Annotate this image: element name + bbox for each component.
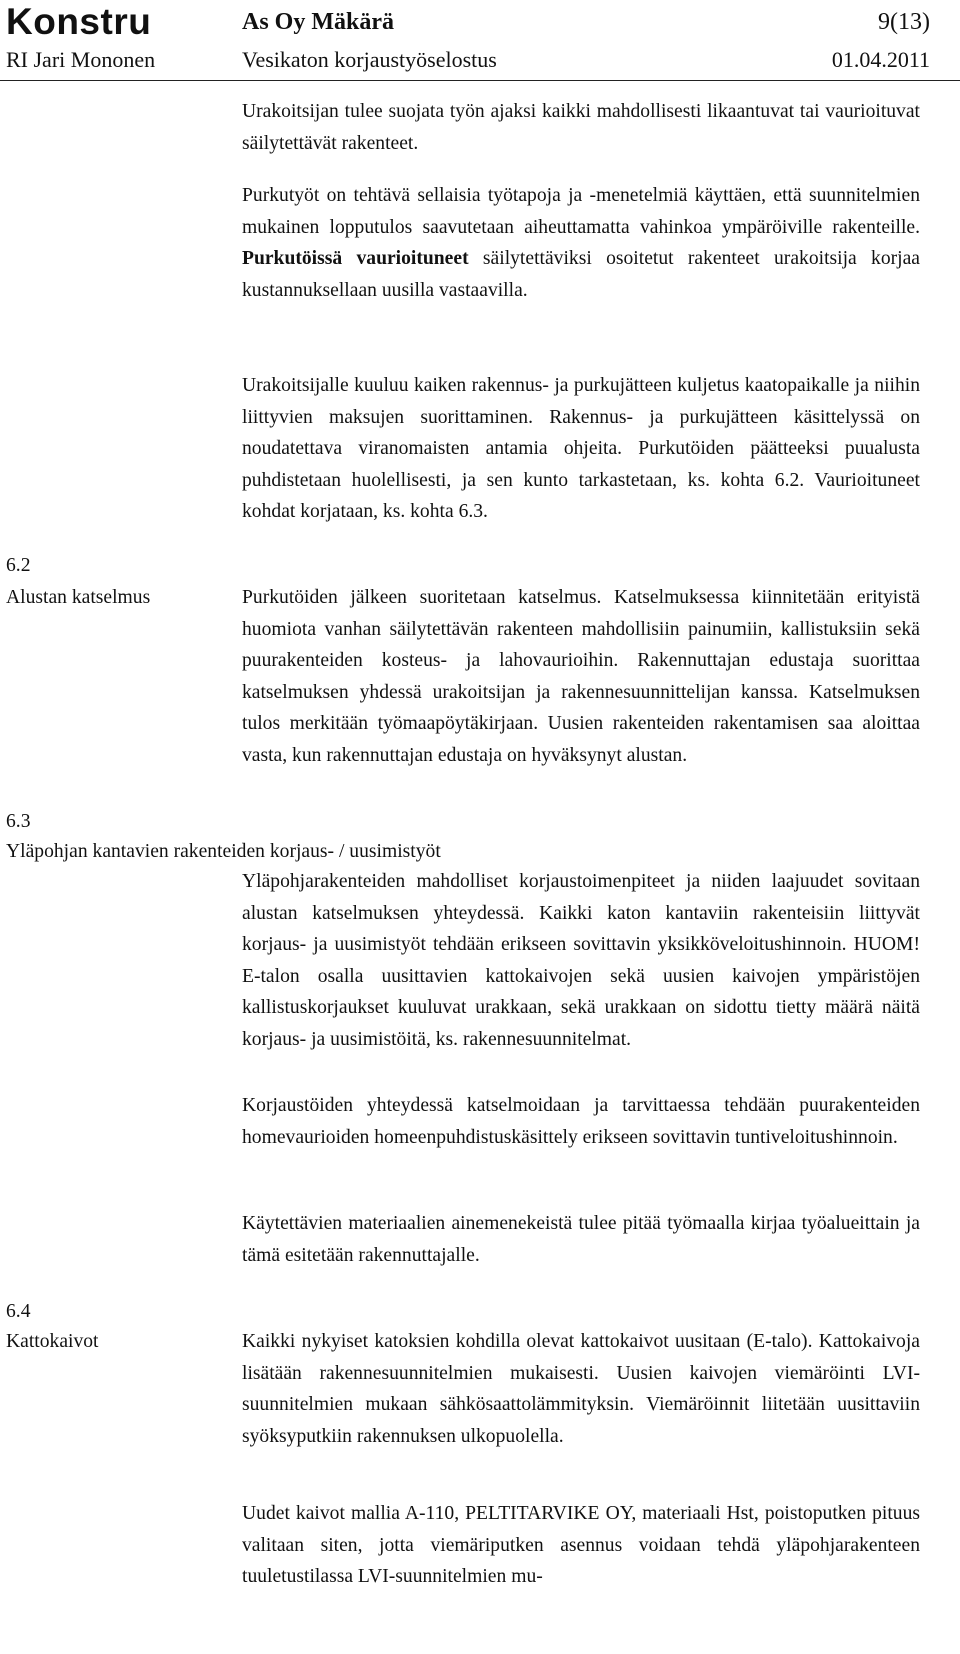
paragraph-roof-drains: Kaikki nykyiset katoksien kohdilla olevat kattokaivot uusitaan (E-talo). Kattokaivoja lisätään rakennesuunnitelmien mukaisesti. Uusien kaivojen viemäröinti LVI-suunnitelmien mukaan sähkösaattolämmityksin. Viemäröinnit liitetään uusittaviin syöksyputkiin rakennuksen ulkopuolella. (242, 1331, 920, 1447)
section-title-6-3: Yläpohjan kantavien rakenteiden korjaus- / uusimistyöt (6, 841, 441, 862)
paragraph-repairs: Yläpohjarakenteiden mahdolliset korjaustoimenpiteet ja niiden laajuudet sovitaan alustan katselmuksen yhteydessä. Kaikki katon kantaviin rakenteisiin liittyvät korjaus- ja uusimistyöt tehdään erikseen sovittavin yksikköveloitushinnoin. HUOM! E-talon osalla uusittavien kattokaivojen sekä uusien kaivojen ympäristöjen kallistuskorjaukset kuuluvat urakkaan, sekä urakkaan on sidottu tietty määrä näitä korjaus- ja uusimistöitä, ks. rakennesuunnitelmat. (242, 871, 920, 1050)
document-date: 01.04.2011 (831, 47, 930, 72)
section-title-6-4: Kattokaivot (6, 1331, 99, 1352)
paragraph-drain-model: Uudet kaivot mallia A-110, PELTITARVIKE OY, materiaali Hst, poistoputken pituus valitaan siten, jotta viemäriputken asennus voidaan tehdä yläpohjarakenteen tuuletustilassa LVI-suunnitelmien mu- (242, 1503, 920, 1587)
paragraph-demolition (242, 180, 920, 306)
section-title-6-2: Alustan katselmus (6, 587, 151, 608)
paragraph-waste: Urakoitsijalle kuuluu kaiken rakennus- ja purkujätteen kuljetus kaatopaikalle ja niihin liittyvien maksujen suorittaminen. Rakennus- ja purkujätteen käsittelyssä on noudatettava viranomaisten antamia ohjeita. Purkutöiden päätteeksi puualusta puhdistetaan huolellisesti, ja sen kunto tarkastetaan, ks. kohta 6.2. Vaurioituneet kohdat korjataan, ks. kohta 6.3. (242, 375, 920, 522)
paragraph-mold: Korjaustöiden yhteydessä katselmoidaan ja tarvittaessa tehdään puurakenteiden homevaurioiden homeenpuhdistuskäsittely erikseen sovittavin tuntiveloitushinnoin. (242, 1095, 920, 1148)
paragraph-materials: Käytettävien materiaalien ainemenekeistä tulee pitää työmaalla kirjaa työalueittain ja tämä esitetään rakennuttajalle. (242, 1213, 920, 1266)
page-header (0, 0, 960, 80)
header-divider (0, 80, 960, 81)
section-number-6-4: 6.4 (6, 1301, 31, 1322)
emphasis-damaged: Purkutöissä vaurioituneet (242, 248, 469, 269)
company-logo: Konstru (6, 1, 152, 42)
paragraph-demolition-part-1: Purkutyöt on tehtävä sellaisia työtapoja ja -menetelmiä käyttäen, että suunnitelmien mukainen lopputulos saavutetaan aiheuttamatta vahinkoa ympäröiville rakenteille. (242, 185, 920, 238)
project-name: As Oy Mäkärä (242, 9, 394, 35)
paragraph-demolition-part-2: säilytettäviksi osoitetut rakenteet urakoitsija korjaa kustannuksellaan uusilla vastaavilla. (242, 248, 920, 301)
document-title: Vesikaton korjaustyöselostus (242, 47, 497, 72)
section-number-6-3: 6.3 (6, 811, 31, 832)
author-name: RI Jari Mononen (6, 47, 156, 72)
section-number-6-2: 6.2 (6, 555, 31, 576)
page-number: 9(13) (878, 9, 930, 35)
paragraph-inspection: Purkutöiden jälkeen suoritetaan katselmus. Katselmuksessa kiinnitetään erityistä huomiota vanhan säilytettävän rakenteen mahdollisiin painumiin, kallistuksiin sekä puurakenteiden kosteus- ja lahovaurioihin. Rakennuttajan edustaja suorittaa katselmuksen yhdessä urakoitsijan ja rakennesuunnittelijan kanssa. Katselmuksen tulos merkitään työmaapöytäkirjaan. Uusien rakenteiden rakentamisen saa aloittaa vasta, kun rakennuttajan edustaja on hyväksynyt alustan. (242, 587, 920, 766)
paragraph-protection: Urakoitsijan tulee suojata työn ajaksi kaikki mahdollisesti likaantuvat tai vaurioituvat säilytettävät rakenteet. (242, 101, 920, 154)
